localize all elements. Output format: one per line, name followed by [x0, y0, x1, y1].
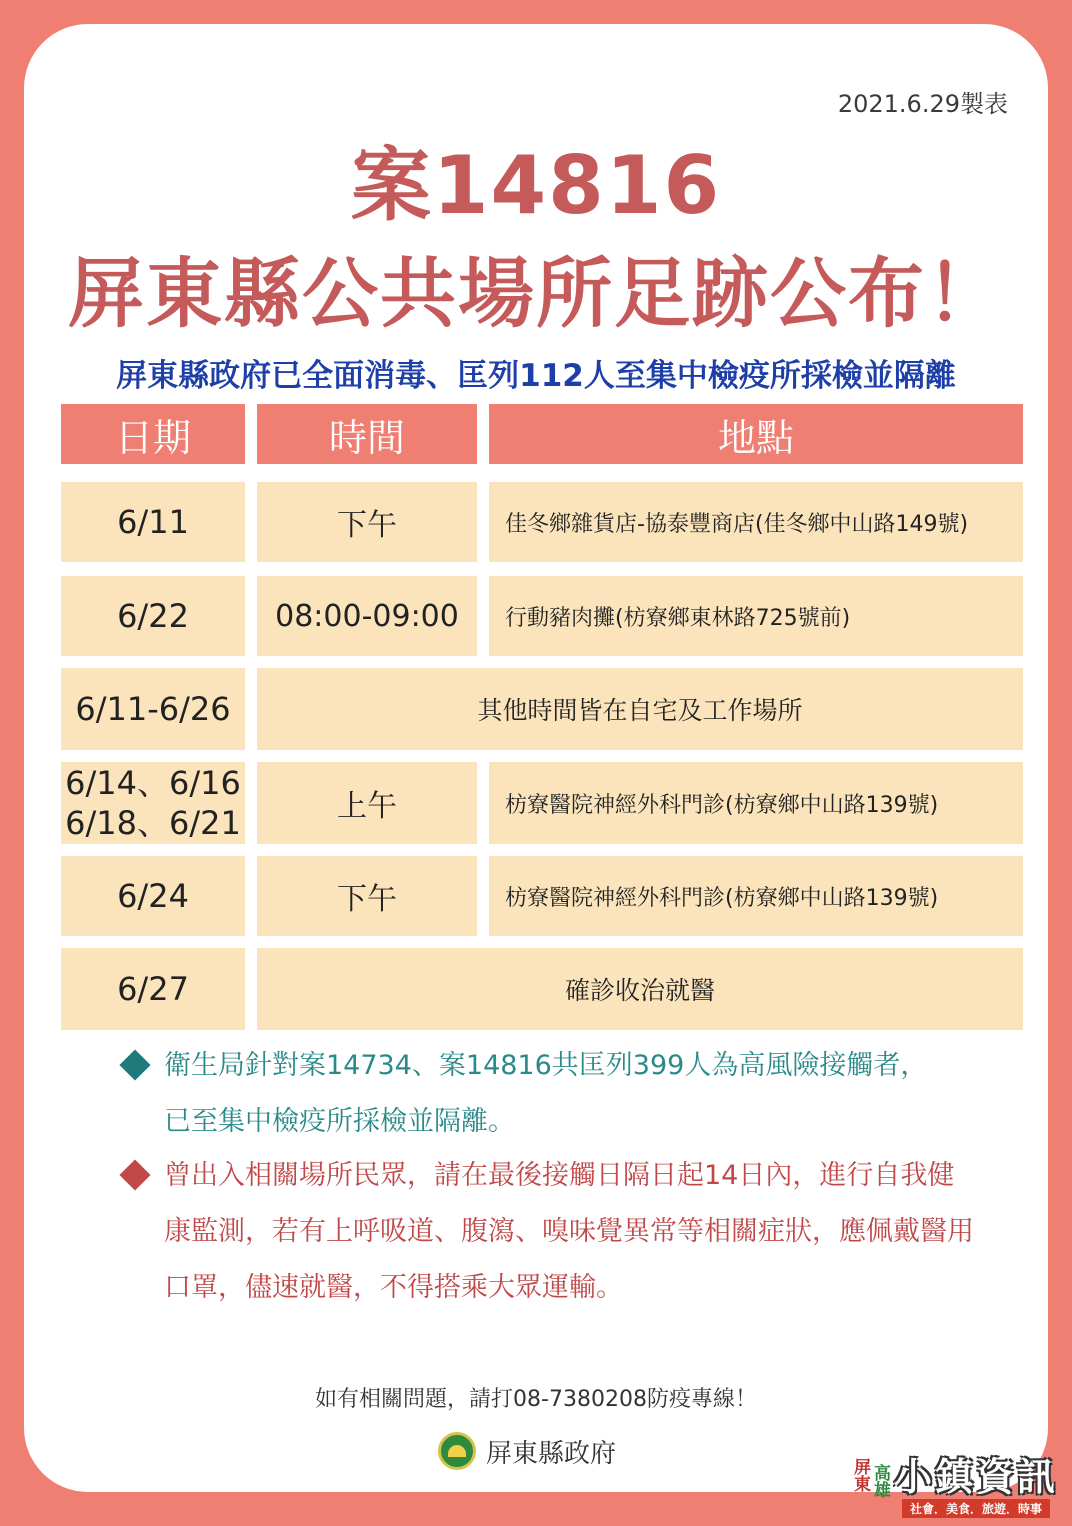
note-1 [164, 1038, 1034, 1150]
note-2-line2: 康監測，若有上呼吸道、腹瀉、嗅味覺異常等相關症狀，應佩戴醫用 [164, 1216, 974, 1247]
hotline-text: 如有相關問題，請打08-7380208防疫專線！ [315, 1387, 757, 1412]
watermark-region [848, 1458, 888, 1518]
case-title: 案14816 [350, 139, 722, 232]
note-1-line2: 已至集中檢疫所採檢並隔離。 [164, 1106, 515, 1137]
watermark-side1: 屏東 [849, 1458, 870, 1492]
diamond-teal-icon [119, 1049, 150, 1080]
watermark-tag: 社會．美食．旅遊．時事 [902, 1499, 1050, 1518]
agency-row [438, 1432, 616, 1470]
row3-date: 6/11-6/26 [61, 668, 245, 750]
row5-date: 6/24 [61, 856, 245, 936]
note-1-line1: 衛生局針對案14734、案14816共匡列399人為高風險接觸者， [164, 1050, 928, 1081]
county-emblem-icon [438, 1432, 476, 1470]
headline: 屏東縣公共場所足跡公布！ [68, 249, 1004, 338]
row4-place: 枋寮醫院神經外科門診(枋寮鄉中山路139號) [489, 762, 1023, 844]
row6-span: 確診收治就醫 [257, 948, 1023, 1030]
header-date: 日期 [61, 404, 245, 464]
note-2-line3: 口罩，儘速就醫，不得搭乘大眾運輸。 [164, 1272, 623, 1303]
made-date: 2021.6.29製表 [837, 90, 1008, 118]
row5-time: 下午 [257, 856, 477, 936]
header-place: 地點 [489, 404, 1023, 464]
row1-place: 佳冬鄉雜貨店-協泰豐商店(佳冬鄉中山路149號) [489, 482, 1023, 562]
note-2-line1: 曾出入相關場所民眾，請在最後接觸日隔日起14日內，進行自我健 [164, 1160, 955, 1191]
agency-name: 屏東縣政府 [486, 1438, 617, 1469]
row6-date: 6/27 [61, 948, 245, 1030]
header-time: 時間 [257, 404, 477, 464]
announcement-card [24, 24, 1048, 1492]
row5-place: 枋寮醫院神經外科門診(枋寮鄉中山路139號) [489, 856, 1023, 936]
watermark-name: 小鎮資訊 [893, 1455, 1058, 1499]
row2-date: 6/22 [61, 576, 245, 656]
row4-date-line1: 6/14、6/16 [65, 764, 241, 802]
watermark [848, 1455, 1058, 1518]
row3-span: 其他時間皆在自宅及工作場所 [257, 668, 1023, 750]
row2-time: 08:00-09:00 [257, 576, 477, 656]
diamond-red-icon [119, 1159, 150, 1190]
row4-date-line2: 6/18、6/21 [65, 804, 241, 842]
watermark-side2: 高雄 [869, 1464, 890, 1498]
note-2 [164, 1148, 1034, 1316]
subtitle: 屏東縣政府已全面消毒、匡列112人至集中檢疫所採檢並隔離 [116, 358, 956, 394]
row1-time: 下午 [257, 482, 477, 562]
watermark-brand [894, 1455, 1058, 1518]
row2-place: 行動豬肉攤(枋寮鄉東林路725號前) [489, 576, 1023, 656]
row4-date [61, 762, 245, 844]
row1-date: 6/11 [61, 482, 245, 562]
row4-time: 上午 [257, 762, 477, 844]
